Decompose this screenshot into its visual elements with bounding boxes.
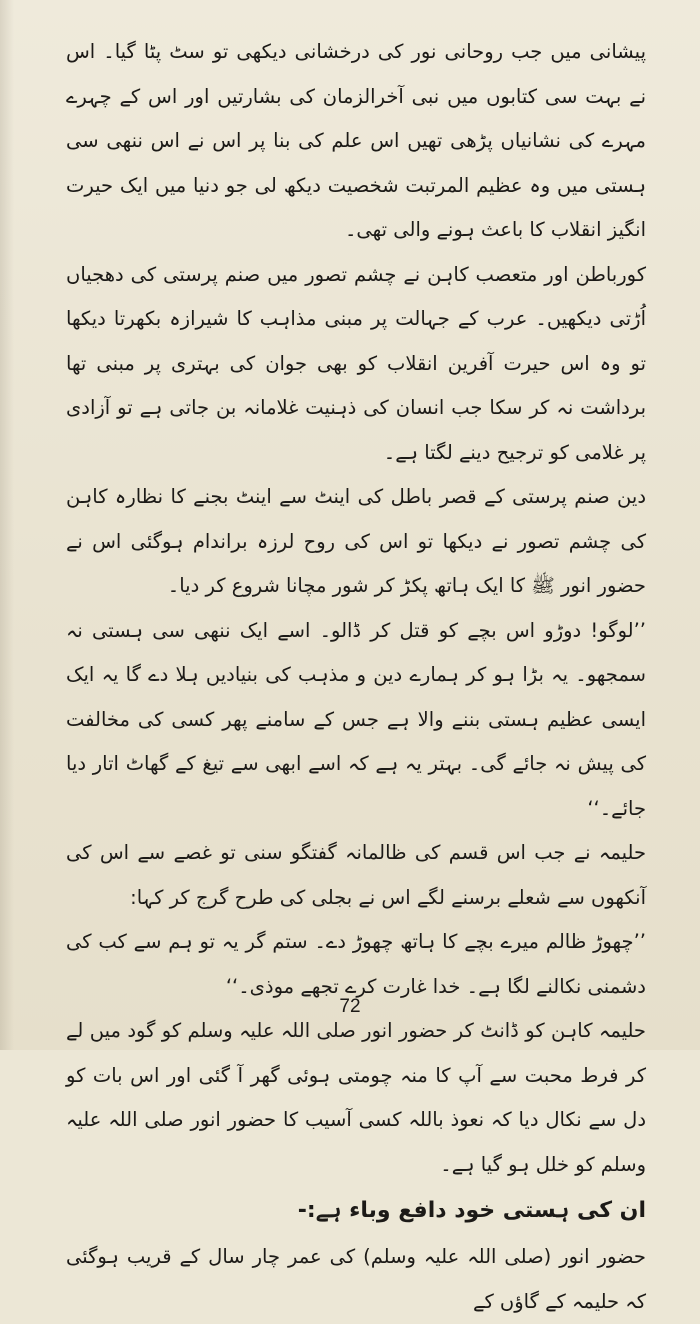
- section-heading: ان کی ہستی خود دافع وباء ہے:-: [297, 1198, 646, 1223]
- closing-paragraph: حضور انور (صلی اللہ علیہ وسلم) کی عمر چار سال کے قریب ہوگئی کہ حلیمہ کے گاؤں کے: [66, 1245, 646, 1313]
- paragraph-6: ’’چھوڑ ظالم میرے بچے کا ہاتھ چھوڑ دے۔ ستم گر یہ تو ہم سے کب کی دشمنی نکالنے لگا ہے۔ خدا غارت کرے تجھے موذی۔‘‘: [66, 930, 646, 998]
- paragraph-4: ’’لوگو! دوڑو اس بچے کو قتل کر ڈالو۔ اسے ایک ننھی سی ہستی نہ سمجھو۔ یہ بڑا ہو کر ہمارے دین و مذہب کی بنیادیں ہلا دے گا یہ ایک ایسی عظیم ہستی بننے والا ہے جس کے سامنے پھر کسی کی مخالفت کی پیش نہ جائے گی۔ بہتر یہ ہے کہ اسے ابھی سے تیغ کے گھاٹ اتار دیا جائے۔‘‘: [66, 618, 646, 820]
- paragraph-1: پیشانی میں جب روحانی نور کی درخشانی دیکھی تو سٹ پٹا گیا۔ اس نے بہت سی کتابوں میں نبی آخرالزمان کی بشارتیں اور اس کے چہرے مہرے کی نشانیاں پڑھی تھیں اس علم کی بنا پر اس نے اس ننھی سی ہستی میں وہ عظیم المرتبت شخصیت دیکھ لی جو دنیا میں ایک حیرت انگیز انقلاب کا باعث ہونے والی تھی۔: [66, 40, 646, 241]
- paragraph-5: حلیمہ نے جب اس قسم کی ظالمانہ گفتگو سنی تو غصے سے اس کی آنکھوں سے شعلے برسنے لگے اس نے بجلی کی طرح گرج کر کہا:: [66, 841, 646, 909]
- paragraph-7: حلیمہ کاہن کو ڈانٹ کر حضور انور صلی اللہ علیہ وسلم کو گود میں لے کر فرط محبت سے آپ کا منہ چومتی ہوئی گھر آ گئی اور اس بات کو دل سے نکال دیا کہ نعوذ باللہ کسی آسیب کا حضور انور صلی اللہ علیہ وسلم کو خلل ہو گیا ہے۔: [66, 1019, 646, 1176]
- paragraph-3: دین صنم پرستی کے قصر باطل کی اینٹ سے اینٹ بجنے کا نظارہ کاہن کی چشم تصور نے دیکھا تو اس کی روح لرزہ براندام ہوگئی اس نے حضور انور ﷺ کا ایک ہاتھ پکڑ کر شور مچانا شروع کر دیا۔: [66, 485, 646, 597]
- page-binding-shadow: [0, 0, 14, 1050]
- page-number: 72: [339, 996, 361, 1017]
- paragraph-2: کورباطن اور متعصب کاہن نے چشم تصور میں صنم پرستی کی دھجیاں اُڑتی دیکھیں۔ عرب کے جہالت پر مبنی مذاہب کا شیرازہ بکھرتا دیکھا تو وہ اس حیرت آفرین انقلاب کو بھی جوان کی بہتری پر مبنی تھا برداشت نہ کر سکا جب انسان کی ذہنیت غلامانہ بن جاتی ہے تو آزادی پر غلامی کو ترجیح دینے لگتا ہے۔: [66, 262, 646, 464]
- page-text-block: [66, 30, 646, 1324]
